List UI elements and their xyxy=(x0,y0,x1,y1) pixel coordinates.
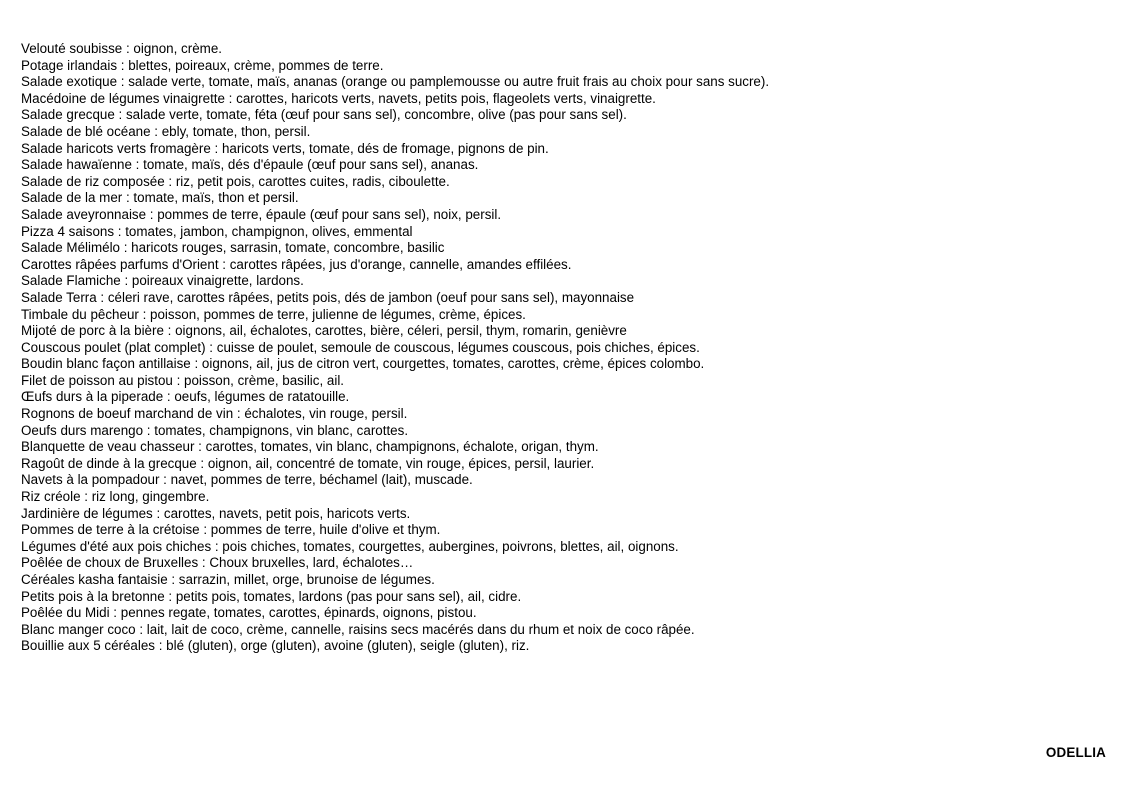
recipe-line: Blanc manger coco : lait, lait de coco, crème, cannelle, raisins secs macérés dans du rhum et noix de coco râpée. xyxy=(21,621,695,637)
recipe-line: Pommes de terre à la crétoise : pommes de terre, huile d'olive et thym. xyxy=(21,522,441,538)
recipe-line: Salade de blé océane : ebly, tomate, thon, persil. xyxy=(21,123,311,139)
recipe-line: Ragoût de dinde à la grecque : oignon, ail, concentré de tomate, vin rouge, épices, persil, laurier. xyxy=(21,455,595,471)
recipe-line: Couscous poulet (plat complet) : cuisse de poulet, semoule de couscous, légumes couscous, pois chiches, épices. xyxy=(21,339,700,355)
recipe-list xyxy=(21,41,769,655)
recipe-line: Salade Flamiche : poireaux vinaigrette, lardons. xyxy=(21,273,304,289)
recipe-line: Œufs durs à la piperade : oeufs, légumes de ratatouille. xyxy=(21,389,350,405)
recipe-line: Salade Terra : céleri rave, carottes râpées, petits pois, dés de jambon (oeuf pour sans sel), mayonnaise xyxy=(21,289,635,305)
recipe-line: Poêlée du Midi : pennes regate, tomates, carottes, épinards, oignons, pistou. xyxy=(21,605,477,621)
recipe-line: Macédoine de légumes vinaigrette : carottes, haricots verts, navets, petits pois, flageolets verts, vinaigrette. xyxy=(21,90,656,106)
brand-label: ODELLIA xyxy=(1045,745,1106,760)
recipe-line: Oeufs durs marengo : tomates, champignons, vin blanc, carottes. xyxy=(21,422,409,438)
recipe-line: Salade aveyronnaise : pommes de terre, épaule (œuf pour sans sel), noix, persil. xyxy=(21,206,502,222)
recipe-line: Pizza 4 saisons : tomates, jambon, champignon, olives, emmental xyxy=(21,223,413,239)
recipe-line: Bouillie aux 5 céréales : blé (gluten), orge (gluten), avoine (gluten), seigle (gluten), riz. xyxy=(21,638,530,654)
recipe-line: Salade de la mer : tomate, maïs, thon et persil. xyxy=(21,190,299,206)
recipe-line: Velouté soubisse : oignon, crème. xyxy=(21,41,222,56)
recipe-line: Petits pois à la bretonne : petits pois, tomates, lardons (pas pour sans sel), ail, cidre. xyxy=(21,588,522,604)
recipe-line: Salade hawaïenne : tomate, maïs, dés d'épaule (œuf pour sans sel), ananas. xyxy=(21,157,479,173)
recipe-line: Légumes d'été aux pois chiches : pois chiches, tomates, courgettes, aubergines, poivrons, blettes, ail, oignons. xyxy=(21,538,679,554)
recipe-line: Mijoté de porc à la bière : oignons, ail, échalotes, carottes, bière, céleri, persil, thym, romarin, genièvre xyxy=(21,323,627,339)
recipe-line: Boudin blanc façon antillaise : oignons, ail, jus de citron vert, courgettes, tomates, carottes, crème, épices colombo. xyxy=(21,356,705,372)
recipe-line: Jardinière de légumes : carottes, navets, petit pois, haricots verts. xyxy=(21,505,411,521)
recipe-line: Salade haricots verts fromagère : haricots verts, tomate, dés de fromage, pignons de pin. xyxy=(21,140,549,156)
recipe-line: Carottes râpées parfums d'Orient : carottes râpées, jus d'orange, cannelle, amandes effilées. xyxy=(21,256,572,272)
recipe-line: Salade grecque : salade verte, tomate, féta (œuf pour sans sel), concombre, olive (pas pour sans sel). xyxy=(21,107,627,123)
recipe-line: Navets à la pompadour : navet, pommes de terre, béchamel (lait), muscade. xyxy=(21,472,473,488)
recipe-line: Salade exotique : salade verte, tomate, maïs, ananas (orange ou pamplemousse ou autre fruit frais au choix pour sans sucre). xyxy=(21,74,770,90)
recipe-line: Céréales kasha fantaisie : sarrazin, millet, orge, brunoise de légumes. xyxy=(21,572,435,587)
recipe-line: Salade de riz composée : riz, petit pois, carottes cuites, radis, ciboulette. xyxy=(21,173,450,189)
recipe-line: Potage irlandais : blettes, poireaux, crème, pommes de terre. xyxy=(21,57,384,73)
recipe-line: Poêlée de choux de Bruxelles : Choux bruxelles, lard, échalotes… xyxy=(21,555,414,571)
recipe-line: Filet de poisson au pistou : poisson, crème, basilic, ail. xyxy=(21,372,345,388)
recipe-line: Timbale du pêcheur : poisson, pommes de terre, julienne de légumes, crème, épices. xyxy=(21,306,526,322)
recipe-line: Blanquette de veau chasseur : carottes, tomates, vin blanc, champignons, échalote, origan, thym. xyxy=(21,439,599,455)
recipe-line: Rognons de boeuf marchand de vin : échalotes, vin rouge, persil. xyxy=(21,406,408,422)
recipe-line: Riz créole : riz long, gingembre. xyxy=(21,489,210,505)
recipe-line: Salade Mélimélo : haricots rouges, sarrasin, tomate, concombre, basilic xyxy=(21,240,445,256)
